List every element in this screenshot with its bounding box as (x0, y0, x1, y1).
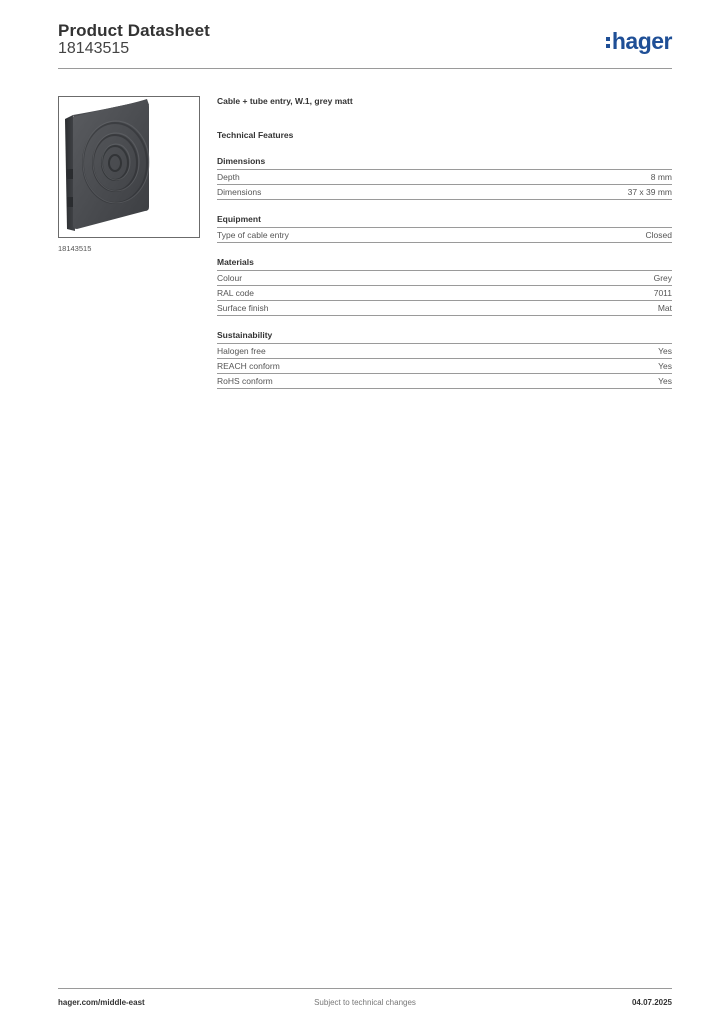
spec-label: Depth (217, 172, 240, 182)
product-description: Cable + tube entry, W.1, grey matt (217, 96, 353, 106)
section-title: Materials (217, 257, 672, 271)
spec-value: Mat (657, 303, 672, 313)
footer-notice: Subject to technical changes (314, 998, 416, 1007)
spec-value: 37 x 39 mm (627, 187, 672, 197)
hager-logo (606, 28, 672, 54)
spec-label: REACH conform (217, 361, 280, 371)
spec-label: Colour (217, 273, 243, 283)
footer-date: 04.07.2025 (631, 998, 672, 1007)
footer-divider (58, 988, 672, 989)
spec-row (217, 170, 672, 185)
spec-row (217, 374, 672, 389)
spec-section-equipment (217, 214, 672, 243)
spec-content (217, 96, 672, 389)
section-title: Dimensions (217, 156, 672, 170)
footer-website-link[interactable]: hager.com/middle-east (58, 998, 145, 1007)
spec-row (217, 286, 672, 301)
logo-mark-icon (606, 37, 610, 48)
spec-row (217, 301, 672, 316)
page-footer (58, 998, 672, 1010)
spec-row (217, 359, 672, 374)
spec-label: RoHS conform (217, 376, 273, 386)
page-title: Product Datasheet (58, 21, 210, 40)
spec-label: Type of cable entry (217, 230, 289, 240)
spec-row (217, 271, 672, 286)
spec-value: 7011 (653, 288, 672, 298)
spec-value: Yes (658, 361, 672, 371)
spec-row (217, 185, 672, 200)
section-title: Equipment (217, 214, 672, 228)
spec-value: Yes (658, 346, 672, 356)
spec-value: 8 mm (650, 172, 672, 182)
spec-section-sustainability (217, 330, 672, 389)
spec-value: Grey (653, 273, 672, 283)
image-caption: 18143515 (58, 244, 92, 253)
spec-row (217, 344, 672, 359)
spec-section-dimensions (217, 156, 672, 200)
spec-row (217, 228, 672, 243)
spec-section-materials (217, 257, 672, 316)
spec-label: Dimensions (217, 187, 262, 197)
technical-features-heading: Technical Features (217, 130, 294, 140)
logo-text: hager (611, 28, 672, 54)
spec-value: Yes (658, 376, 672, 386)
product-number: 18143515 (58, 40, 130, 57)
spec-label: Surface finish (217, 303, 269, 313)
section-title: Sustainability (217, 330, 672, 344)
spec-label: RAL code (217, 288, 255, 298)
spec-value: Closed (645, 230, 672, 240)
header-divider (58, 68, 672, 69)
page-header (58, 20, 672, 70)
cable-entry-product-icon (59, 97, 199, 237)
product-image (58, 96, 200, 238)
spec-label: Halogen free (217, 346, 266, 356)
